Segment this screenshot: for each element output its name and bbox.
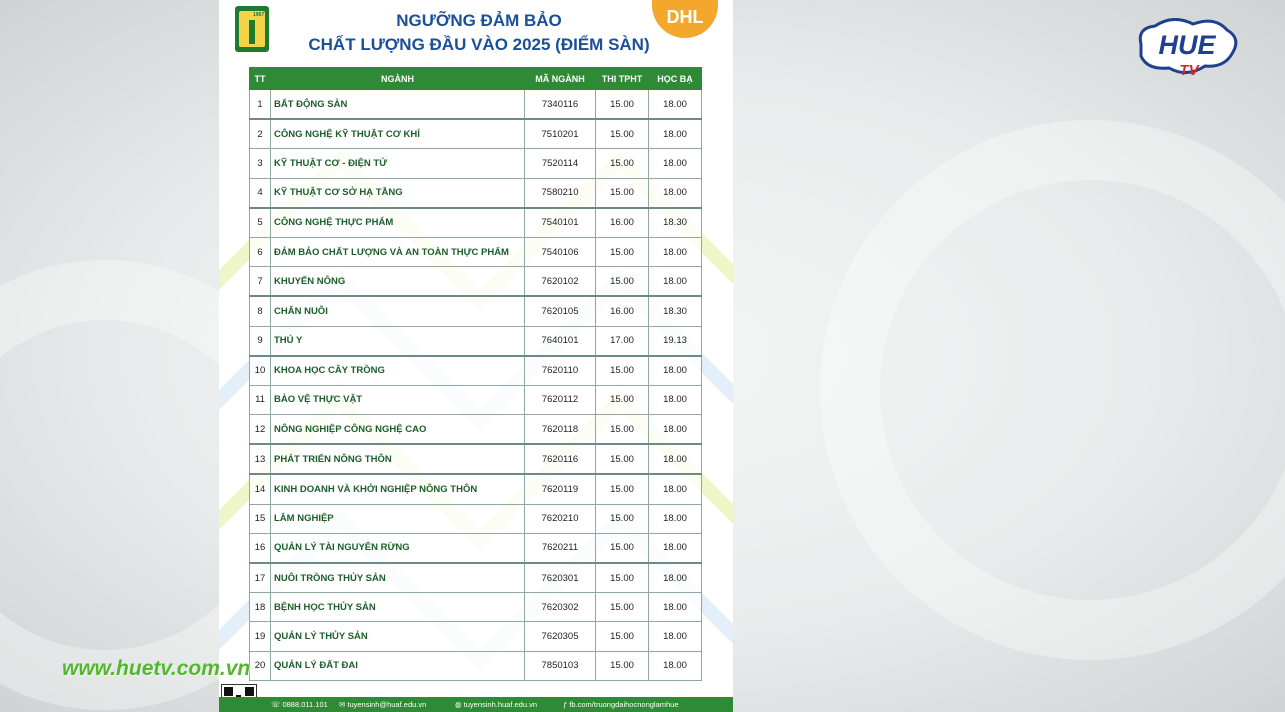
score-thi-tpht: 15.00 [596, 178, 649, 208]
major-name: KỸ THUẬT CƠ - ĐIỆN TỬ [271, 149, 525, 178]
score-hoc-ba: 18.00 [649, 178, 702, 208]
major-name: PHÁT TRIỂN NÔNG THÔN [271, 444, 525, 474]
score-thi-tpht: 15.00 [596, 533, 649, 563]
major-name: CHĂN NUÔI [271, 296, 525, 326]
score-thi-tpht: 15.00 [596, 622, 649, 651]
score-thi-tpht: 15.00 [596, 444, 649, 474]
row-number: 6 [250, 237, 271, 266]
score-hoc-ba: 18.00 [649, 651, 702, 680]
table-row [250, 385, 702, 414]
score-hoc-ba: 18.30 [649, 296, 702, 326]
score-thi-tpht: 15.00 [596, 415, 649, 445]
table-row [250, 326, 702, 356]
logo-year: 1967 [253, 12, 265, 18]
table-row [250, 533, 702, 563]
row-number: 12 [250, 415, 271, 445]
score-hoc-ba: 18.00 [649, 237, 702, 266]
score-hoc-ba: 18.00 [649, 444, 702, 474]
background-swirl [820, 120, 1285, 660]
score-hoc-ba: 19.13 [649, 326, 702, 356]
huetv-logo-bottom: TV [1179, 62, 1199, 79]
table-row [250, 90, 702, 120]
score-hoc-ba: 18.00 [649, 356, 702, 386]
row-number: 20 [250, 651, 271, 680]
row-number: 4 [250, 178, 271, 208]
major-code: 7620112 [525, 385, 596, 414]
major-name: KHOA HỌC CÂY TRỒNG [271, 356, 525, 386]
score-thi-tpht: 15.00 [596, 149, 649, 178]
score-hoc-ba: 18.00 [649, 90, 702, 120]
major-name: LÂM NGHIỆP [271, 504, 525, 533]
major-code: 7640101 [525, 326, 596, 356]
score-thi-tpht: 15.00 [596, 237, 649, 266]
row-number: 16 [250, 533, 271, 563]
score-thi-tpht: 15.00 [596, 474, 649, 504]
table-row [250, 149, 702, 178]
row-number: 8 [250, 296, 271, 326]
row-number: 17 [250, 563, 271, 593]
row-number: 5 [250, 208, 271, 238]
row-number: 19 [250, 622, 271, 651]
score-hoc-ba: 18.00 [649, 119, 702, 149]
major-name: NUÔI TRỒNG THỦY SẢN [271, 563, 525, 593]
row-number: 15 [250, 504, 271, 533]
admission-poster [219, 0, 733, 712]
column-header-thi-tpht: THI TPHT [596, 68, 649, 90]
major-code: 7620118 [525, 415, 596, 445]
major-code: 7540101 [525, 208, 596, 238]
row-number: 18 [250, 593, 271, 622]
major-code: 7850103 [525, 651, 596, 680]
row-number: 11 [250, 385, 271, 414]
score-thi-tpht: 15.00 [596, 593, 649, 622]
major-name: KINH DOANH VÀ KHỞI NGHIỆP NÔNG THÔN [271, 474, 525, 504]
score-hoc-ba: 18.00 [649, 149, 702, 178]
major-code: 7620210 [525, 504, 596, 533]
score-thi-tpht: 15.00 [596, 267, 649, 297]
score-thi-tpht: 15.00 [596, 356, 649, 386]
score-thi-tpht: 15.00 [596, 90, 649, 120]
table-row [250, 651, 702, 680]
footer-email: ✉ tuyensinh@huaf.edu.vn [339, 700, 427, 709]
table-row [250, 504, 702, 533]
poster-title-line2: CHẤT LƯỢNG ĐẦU VÀO 2025 (ĐIỂM SÀN) [308, 35, 650, 54]
table-row [250, 237, 702, 266]
major-name: NÔNG NGHIỆP CÔNG NGHỆ CAO [271, 415, 525, 445]
major-code: 7620302 [525, 593, 596, 622]
footer-phone: ☏ 0888.011.101 [271, 700, 328, 709]
column-header-ma-nganh: MÃ NGÀNH [525, 68, 596, 90]
score-hoc-ba: 18.00 [649, 267, 702, 297]
majors-table [249, 67, 702, 681]
major-code: 7620110 [525, 356, 596, 386]
row-number: 1 [250, 90, 271, 120]
major-name: CÔNG NGHỆ THỰC PHẨM [271, 208, 525, 238]
major-code: 7510201 [525, 119, 596, 149]
table-row [250, 296, 702, 326]
major-name: QUẢN LÝ THỦY SẢN [271, 622, 525, 651]
poster-title-line1: NGƯỠNG ĐẢM BẢO [396, 11, 562, 30]
score-thi-tpht: 15.00 [596, 651, 649, 680]
table-row [250, 474, 702, 504]
row-number: 7 [250, 267, 271, 297]
row-number: 14 [250, 474, 271, 504]
table-row [250, 208, 702, 238]
score-thi-tpht: 15.00 [596, 385, 649, 414]
table-row [250, 356, 702, 386]
score-thi-tpht: 17.00 [596, 326, 649, 356]
table-row [250, 444, 702, 474]
major-name: CÔNG NGHỆ KỸ THUẬT CƠ KHÍ [271, 119, 525, 149]
column-header-hoc-ba: HỌC BẠ [649, 68, 702, 90]
major-code: 7520114 [525, 149, 596, 178]
huetv-logo-top: HUE [1158, 30, 1216, 60]
major-code: 7620119 [525, 474, 596, 504]
score-hoc-ba: 18.00 [649, 533, 702, 563]
major-name: KỸ THUẬT CƠ SỞ HẠ TẦNG [271, 178, 525, 208]
column-header-nganh: NGÀNH [271, 68, 525, 90]
score-thi-tpht: 15.00 [596, 504, 649, 533]
column-header-tt: TT [250, 68, 271, 90]
score-hoc-ba: 18.00 [649, 504, 702, 533]
major-code: 7620102 [525, 267, 596, 297]
major-name: BỆNH HỌC THỦY SẢN [271, 593, 525, 622]
table-row [250, 178, 702, 208]
score-hoc-ba: 18.30 [649, 208, 702, 238]
major-name: KHUYẾN NÔNG [271, 267, 525, 297]
row-number: 3 [250, 149, 271, 178]
major-code: 7620305 [525, 622, 596, 651]
footer-website: ◍ tuyensinh.huaf.edu.vn [455, 700, 538, 709]
huetv-logo [1133, 18, 1241, 80]
huetv-watermark: www.huetv.com.vn [62, 657, 251, 680]
table-row [250, 267, 702, 297]
major-code: 7340116 [525, 90, 596, 120]
major-code: 7540106 [525, 237, 596, 266]
score-hoc-ba: 18.00 [649, 622, 702, 651]
score-hoc-ba: 18.00 [649, 385, 702, 414]
row-number: 10 [250, 356, 271, 386]
major-name: THÚ Y [271, 326, 525, 356]
score-thi-tpht: 15.00 [596, 563, 649, 593]
major-code: 7620301 [525, 563, 596, 593]
major-name: BẢO VỆ THỰC VẬT [271, 385, 525, 414]
table-row [250, 563, 702, 593]
score-thi-tpht: 16.00 [596, 208, 649, 238]
table-row [250, 119, 702, 149]
table-row [250, 415, 702, 445]
score-hoc-ba: 18.00 [649, 563, 702, 593]
score-hoc-ba: 18.00 [649, 474, 702, 504]
major-code: 7620116 [525, 444, 596, 474]
major-code: 7620105 [525, 296, 596, 326]
major-name: ĐẢM BẢO CHẤT LƯỢNG VÀ AN TOÀN THỰC PHẨM [271, 237, 525, 266]
table-row [250, 593, 702, 622]
table-row [250, 622, 702, 651]
table-header-row [250, 68, 702, 90]
major-name: QUẢN LÝ TÀI NGUYÊN RỪNG [271, 533, 525, 563]
major-name: BẤT ĐỘNG SẢN [271, 90, 525, 120]
dhl-badge: DHL [652, 0, 718, 38]
row-number: 9 [250, 326, 271, 356]
majors-table-body [250, 90, 702, 681]
major-name: QUẢN LÝ ĐẤT ĐAI [271, 651, 525, 680]
score-thi-tpht: 15.00 [596, 119, 649, 149]
major-code: 7580210 [525, 178, 596, 208]
major-code: 7620211 [525, 533, 596, 563]
poster-footer [219, 697, 733, 712]
row-number: 2 [250, 119, 271, 149]
score-hoc-ba: 18.00 [649, 593, 702, 622]
footer-facebook: ƒ fb.com/truongdaihocnonglamhue [563, 700, 679, 709]
row-number: 13 [250, 444, 271, 474]
score-thi-tpht: 16.00 [596, 296, 649, 326]
score-hoc-ba: 18.00 [649, 415, 702, 445]
